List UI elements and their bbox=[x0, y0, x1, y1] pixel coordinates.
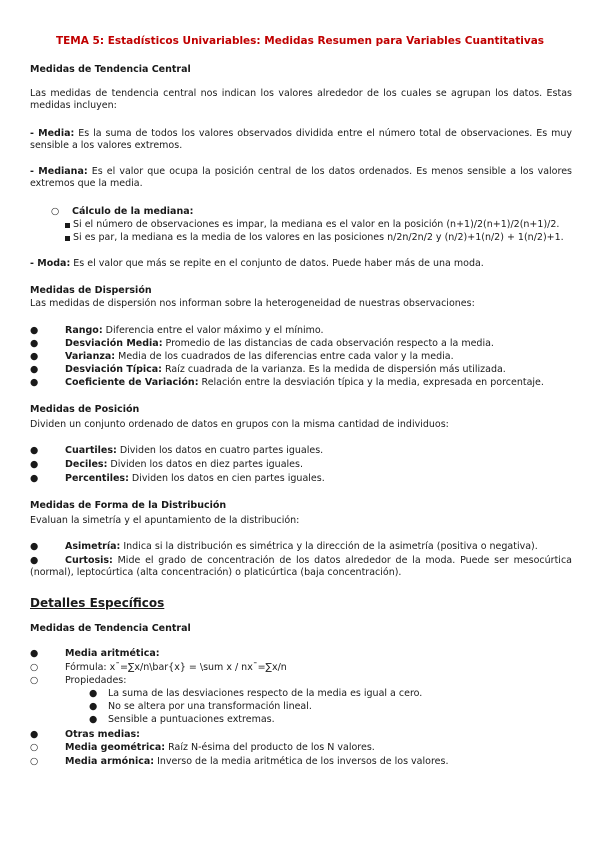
item-text: Relación entre la desviación típica y la media, expresada en porcentaje. bbox=[198, 377, 544, 388]
bullet-icon: ● bbox=[30, 338, 39, 349]
bullet-icon: ● bbox=[30, 364, 39, 375]
item-text: Raíz cuadrada de la varianza. Es la medida de dispersión más utilizada. bbox=[161, 364, 506, 375]
list-item bbox=[65, 445, 323, 457]
curtosis-label: Curtosis: bbox=[65, 555, 113, 566]
calculo-par: Si es par, la mediana es la media de los valores en las posiciones n/2n/2n/2 y (n/2)+1(n/2) + 1(n/2)+1. bbox=[73, 232, 564, 243]
media-label: - Media: bbox=[30, 128, 75, 139]
bullet-icon: ● bbox=[30, 648, 39, 659]
square-bullet-icon bbox=[65, 236, 70, 241]
bullet-icon: ● bbox=[30, 555, 39, 566]
list-item bbox=[65, 351, 454, 363]
bullet-icon: ● bbox=[30, 459, 39, 470]
ring-bullet-icon: ○ bbox=[51, 206, 60, 217]
list-item bbox=[65, 377, 544, 389]
mediana-paragraph bbox=[30, 166, 572, 190]
moda-text: Es el valor que más se repite en el conjunto de datos. Puede haber más de una moda. bbox=[70, 258, 484, 269]
subheading-tendencia: Medidas de Tendencia Central bbox=[30, 623, 191, 634]
bullet-icon: ● bbox=[30, 325, 39, 336]
dispersion-intro: Las medidas de dispersión nos informan sobre la heterogeneidad de nuestras observaciones: bbox=[30, 298, 475, 309]
list-item bbox=[65, 338, 494, 350]
ring-bullet-icon: ○ bbox=[30, 662, 39, 673]
media-aritmetica-label: Media aritmética: bbox=[65, 648, 160, 659]
item-text: Diferencia entre el valor máximo y el mínimo. bbox=[102, 325, 324, 336]
ring-bullet-icon: ○ bbox=[30, 742, 39, 753]
heading-detalles: Detalles Específicos bbox=[30, 596, 165, 610]
calculo-mediana-label: Cálculo de la mediana: bbox=[72, 206, 194, 217]
square-bullet-icon bbox=[65, 223, 70, 228]
heading-dispersion: Medidas de Dispersión bbox=[30, 285, 152, 296]
otras-medias-label: Otras medias: bbox=[65, 729, 140, 740]
item-label: Rango: bbox=[65, 325, 103, 336]
bullet-icon: ● bbox=[89, 701, 98, 712]
asimetria-label: Asimetría: bbox=[65, 541, 121, 552]
list-item bbox=[65, 364, 506, 376]
media-geometrica-text: Raíz N-ésima del producto de los N valores. bbox=[165, 742, 375, 753]
item-text: Media de los cuadrados de las diferencias entre cada valor y la media. bbox=[115, 351, 454, 362]
list-item bbox=[65, 459, 303, 471]
propiedades-label: Propiedades: bbox=[65, 675, 127, 686]
mediana-text: Es el valor que ocupa la posición central de los datos ordenados. Es menos sensible a los valores extremos que la media. bbox=[30, 166, 572, 189]
item-text: Dividen los datos en cien partes iguales. bbox=[128, 473, 325, 484]
mediana-label: - Mediana: bbox=[30, 166, 88, 177]
item-label: Varianza: bbox=[65, 351, 116, 362]
bullet-icon: ● bbox=[30, 473, 39, 484]
media-geometrica-item bbox=[65, 742, 375, 754]
item-label: Coeficiente de Variación: bbox=[65, 377, 199, 388]
media-geometrica-label: Media geométrica: bbox=[65, 742, 166, 753]
bullet-icon: ● bbox=[89, 688, 98, 699]
asimetria-text: Indica si la distribución es simétrica y la dirección de la asimetría (positiva o negativa). bbox=[120, 541, 538, 552]
item-text: Dividen los datos en diez partes iguales. bbox=[107, 459, 303, 470]
media-paragraph bbox=[30, 128, 572, 152]
bullet-icon: ● bbox=[30, 729, 39, 740]
bullet-icon: ● bbox=[30, 377, 39, 388]
heading-tendencia-central: Medidas de Tendencia Central bbox=[30, 64, 191, 75]
media-armonica-item bbox=[65, 756, 448, 768]
forma-intro: Evaluan la simetría y el apuntamiento de la distribución: bbox=[30, 515, 300, 526]
tendencia-intro: Las medidas de tendencia central nos indican los valores alrededor de los cuales se agrupan los datos. Estas medidas incluyen: bbox=[30, 88, 572, 111]
propiedad-item: Sensible a puntuaciones extremas. bbox=[108, 714, 275, 725]
item-text: Dividen los datos en cuatro partes iguales. bbox=[116, 445, 324, 456]
item-label: Desviación Media: bbox=[65, 338, 163, 349]
bullet-icon: ● bbox=[30, 445, 39, 456]
item-label: Deciles: bbox=[65, 459, 108, 470]
moda-paragraph bbox=[30, 258, 484, 270]
asimetria-item bbox=[65, 541, 538, 553]
curtosis-item bbox=[30, 555, 572, 579]
bullet-icon: ● bbox=[30, 541, 39, 552]
item-label: Cuartiles: bbox=[65, 445, 117, 456]
curtosis-text: Mide el grado de concentración de los datos alrededor de la moda. Puede ser mesocúrtica (normal), leptocúrtica (alta concentración) o platicúrtica (baja concentración). bbox=[30, 555, 572, 578]
ring-bullet-icon: ○ bbox=[30, 756, 39, 767]
media-armonica-text: Inverso de la media aritmética de los inversos de los valores. bbox=[154, 756, 449, 767]
media-text: Es la suma de todos los valores observados dividida entre el número total de observaciones. Es muy sensible a los valores extremos. bbox=[30, 128, 572, 151]
bullet-icon: ● bbox=[30, 351, 39, 362]
list-item bbox=[65, 473, 325, 485]
item-text: Promedio de las distancias de cada observación respecto a la media. bbox=[162, 338, 494, 349]
propiedad-item: No se altera por una transformación lineal. bbox=[108, 701, 312, 712]
formula-line: Fórmula: x¯=∑x/n\bar{x} = \sum x / nx¯=∑x/n bbox=[65, 662, 287, 673]
media-armonica-label: Media armónica: bbox=[65, 756, 155, 767]
document-title: TEMA 5: Estadísticos Univariables: Medidas Resumen para Variables Cuantitativas bbox=[55, 35, 545, 47]
posicion-intro: Dividen un conjunto ordenado de datos en grupos con la misma cantidad de individuos: bbox=[30, 419, 449, 430]
list-item bbox=[65, 325, 324, 337]
propiedad-item: La suma de las desviaciones respecto de la media es igual a cero. bbox=[108, 688, 423, 699]
calculo-impar: Si el número de observaciones es impar, la mediana es el valor en la posición (n+1)/2(n+1)/2(n+1)/2. bbox=[73, 219, 560, 230]
item-label: Percentiles: bbox=[65, 473, 129, 484]
ring-bullet-icon: ○ bbox=[30, 675, 39, 686]
moda-label: - Moda: bbox=[30, 258, 71, 269]
heading-posicion: Medidas de Posición bbox=[30, 404, 140, 415]
item-label: Desviación Típica: bbox=[65, 364, 162, 375]
heading-forma: Medidas de Forma de la Distribución bbox=[30, 500, 227, 511]
bullet-icon: ● bbox=[89, 714, 98, 725]
